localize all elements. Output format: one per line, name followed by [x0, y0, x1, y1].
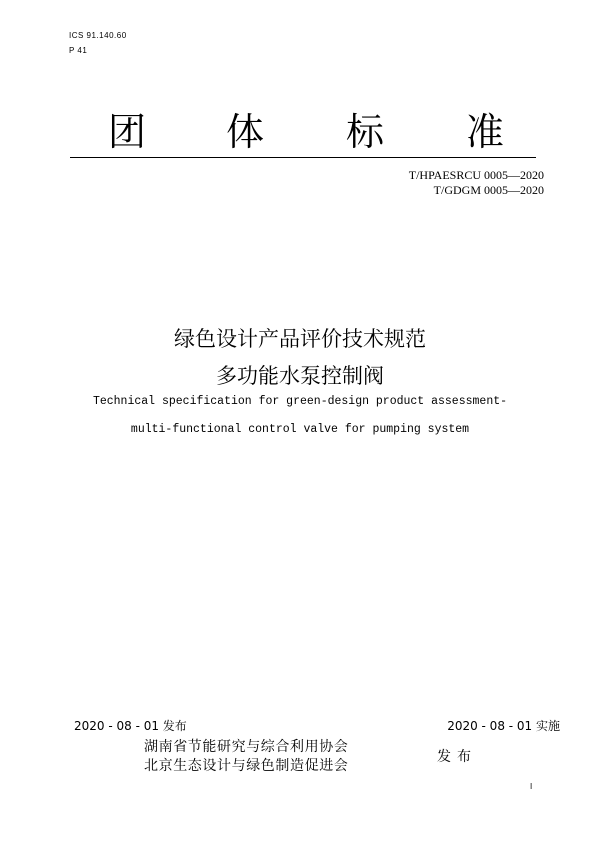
standard-type-heading: [70, 108, 536, 156]
standard-type-char: 团: [108, 110, 147, 154]
standard-code: T/GDGM 0005—2020: [433, 183, 544, 197]
publish-date: 2020 - 08 - 01 发布: [74, 719, 187, 733]
header-rule: [70, 157, 536, 158]
standard-type-char: 准: [466, 110, 505, 154]
implement-date: 2020 - 08 - 01 实施: [447, 719, 560, 733]
ics-code: ICS 91.140.60: [69, 31, 127, 40]
issuer-2: 北京生态设计与绿色制造促进会: [144, 758, 349, 774]
standard-type-char: 体: [226, 110, 265, 154]
standard-codes: [409, 168, 544, 198]
publish-label: 发布: [437, 749, 477, 765]
title-cn-line1: 绿色设计产品评价技术规范: [174, 327, 426, 351]
standard-code: T/HPAESRCU 0005—2020: [408, 168, 544, 182]
issuer-1: 湖南省节能研究与综合利用协会: [144, 739, 349, 755]
title-en-line1: Technical specification for green-design product assessment-: [92, 395, 508, 408]
standard-type-char: 标: [346, 110, 385, 154]
title-cn-line2: 多功能水泵控制阀: [216, 364, 384, 388]
page-number: I: [530, 782, 533, 791]
ccs-code: P 41: [69, 46, 88, 55]
title-en-line2: multi-functional control valve for pumping system: [130, 423, 470, 436]
